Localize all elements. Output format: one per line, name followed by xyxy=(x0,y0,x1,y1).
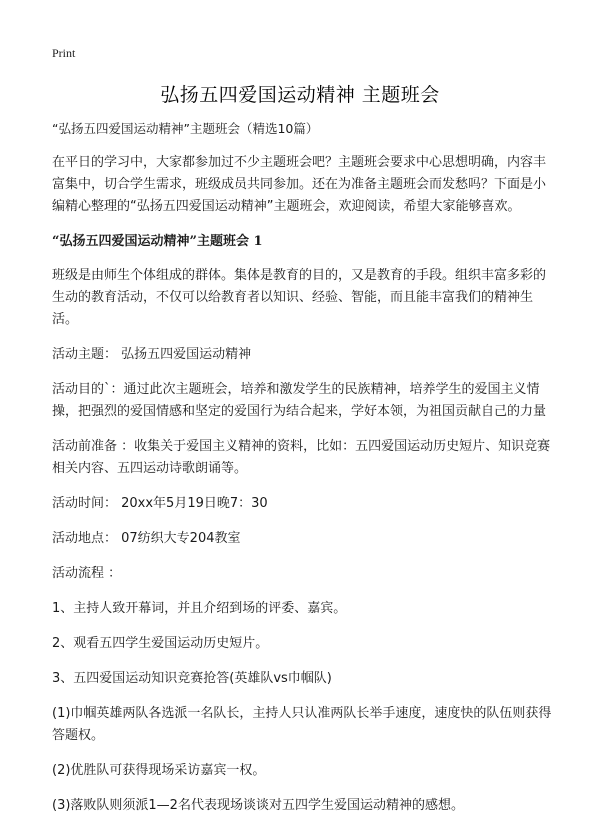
body-paragraph: 班级是由师生个体组成的群体。集体是教育的目的，又是教育的手段。组织丰富多彩的生动的教育活动，不仅可以给教育者以知识、经验、智能，而且能丰富我们的精神生活。 xyxy=(52,268,547,327)
document-body xyxy=(52,118,552,830)
section-heading: “弘扬五四爱国运动精神”主题班会 1 xyxy=(52,234,263,249)
activity-time: 活动时间： 20xx年5月19日晚7：30 xyxy=(52,496,268,511)
process-step: 2、观看五四学生爱国运动历史短片。 xyxy=(52,636,269,651)
competition-rule: (3)落败队则须派1—2名代表现场谈谈对五四学生爱国运动精神的感想。 xyxy=(52,798,464,813)
print-label: Print xyxy=(52,46,76,60)
activity-process-label: 活动流程 ： xyxy=(52,566,122,581)
intro-paragraph: 在平日的学习中，大家都参加过不少主题班会吧？主题班会要求中心思想明确，内容丰富集中，切合学生需求，班级成员共同参加。还在为准备主题班会而发愁吗？下面是小编精心整理的“弘扬五四爱国运动精神”主题班会，欢迎阅读，希望大家能够喜欢。 xyxy=(52,155,547,214)
activity-theme: 活动主题： 弘扬五四爱国运动精神 xyxy=(52,347,252,362)
activity-preparation: 活动前准备 ：收集关于爱国主义精神的资料，比如：五四爱国运动历史短片、知识竞赛相关内容、五四运动诗歌朗诵等。 xyxy=(52,439,551,476)
competition-rule: (2)优胜队可获得现场采访嘉宾一权。 xyxy=(52,763,266,778)
activity-purpose: 活动目的`：通过此次主题班会，培养和激发学生的民族精神，培养学生的爱国主义情操，把强烈的爱国情感和坚定的爱国行为结合起来，学好本领，为祖国贡献自己的力量 xyxy=(52,382,547,419)
competition-rule: (1)巾帼英雄两队各选派一名队长，主持人只认准两队长举手速度，速度快的队伍则获得答题权。 xyxy=(52,706,552,743)
activity-location: 活动地点： 07纺织大专204教室 xyxy=(52,531,241,546)
process-step: 3、五四爱国运动知识竞赛抢答(英雄队vs巾帼队) xyxy=(52,671,332,686)
process-step: 1、主持人致开幕词，并且介绍到场的评委、嘉宾。 xyxy=(52,601,347,616)
document-subtitle: “弘扬五四爱国运动精神”主题班会（精选10篇） xyxy=(52,121,319,136)
document-title: 弘扬五四爱国运动精神 主题班会 xyxy=(160,84,440,106)
